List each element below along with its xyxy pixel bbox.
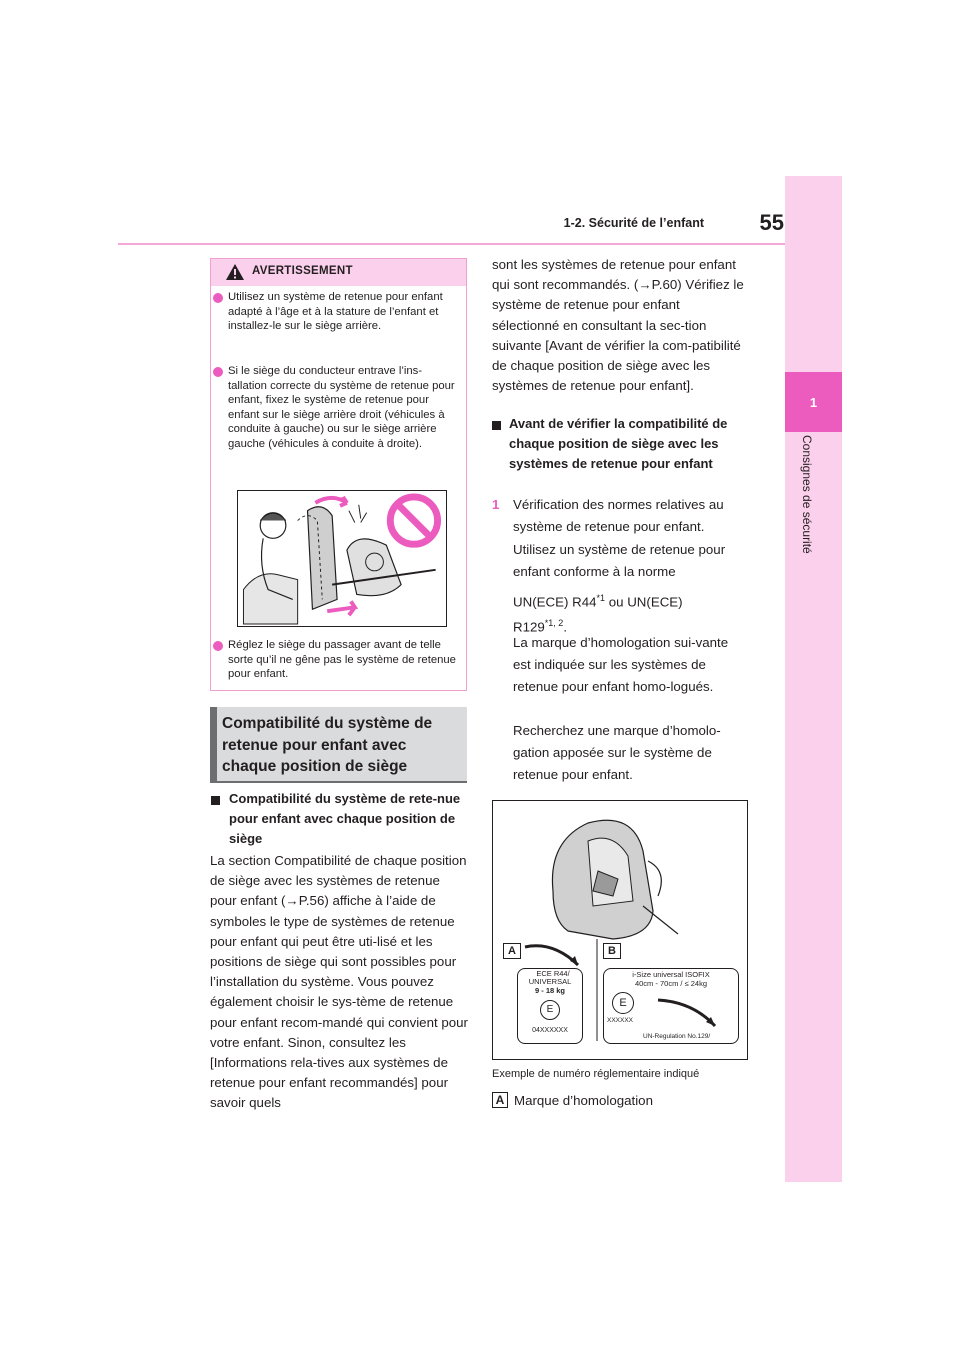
subsection1-body: La section Compatibilité de chaque position de siège avec les systèmes de retenue pour enfant (→P.56) affiche à l’aide de symboles le type de systèmes de retenue pour enfant qui peut être uti-lisé et les positions de siège qui sont possibles pour l’installation du système. Vous pouvez également choisir le sys-tème de retenue pour enfant recom-mandé qui convient pour votre enfant. Sinon, consultez les [Informations rela-tives aux systèmes de retenue pour enfant recommandés] pour savoir quels [210,853,468,1111]
legend-a-letter: A [495,1093,505,1107]
section-heading-rule [210,781,467,783]
subsection1-heading: Compatibilité du système de rete-nue pour enfant avec chaque position de siège [229,791,461,846]
section-title: 1-2. Sécurité de l’enfant [563,216,704,230]
step-text-standards-1: UN(ECE) R44$^{*1}$ ou UN(ECE) [513,593,683,610]
mark-b-number: XXXXXX [607,1017,634,1024]
warning-triangle-icon [225,263,245,281]
subsection2-heading: Avant de vérifier la compatibilité de chaque position de siège avec les systèmes de retenue pour enfant [509,416,728,471]
arrow-a-icon [523,941,583,971]
mark-a-text-3: 9 - 18 kg [534,986,565,995]
step-text-look-for-mark: Recherchez une marque d’homolo-gation apposée sur le système de retenue pour enfant. [513,723,721,783]
warning-item-2: Si le siège du conducteur entrave l’ins-tallation correcte du système de retenue pour enfant, fixez le système de retenue pour enfant sur le siège arrière droit (véhicules à conduite à gauche) ou sur le siège arrière gauche (véhicules à conduite à droite). [228,365,455,450]
side-tab-label: Consignes de sécurité [800,435,814,554]
mark-b-regulation: UN-Regulation No.129/ [643,1033,711,1040]
approval-mark-figure [492,800,748,1060]
mark-a-text-1: ECE R44/ [536,969,570,978]
square-bullet-1 [211,796,220,805]
subsection1-body-continued: sont les systèmes de retenue pour enfant qui sont recommandés. (→P.60) Vérifiez le système de retenue pour enfant sélectionné en consultant la sec-tion suivante [Avant de vérifier la com-patibilité de chaque position de siège avec les systèmes de retenue pour enfant]. [492,257,744,394]
warning-bullet-1 [213,293,223,303]
mark-b-text-1: i-Size universal ISOFIX [632,970,710,979]
side-tab-label-wrap [800,435,828,595]
step-text-1: Utilisez un système de retenue pour enfant conforme à la norme [513,542,726,580]
chapter-number: 1 [809,395,818,410]
mark-a-text-2: UNIVERSAL [528,977,572,986]
warning-bullet-2 [213,367,223,377]
warning-item-3: Réglez le siège du passager avant de telle sorte qu’il ne gêne pas le système de retenue pour enfant. [228,639,456,681]
step-title: Vérification des normes relatives au système de retenue pour enfant. [513,497,724,535]
square-bullet-2 [492,421,501,430]
side-tab-strip [785,176,842,1182]
warning-bullet-3 [213,641,223,651]
mark-a-number: 04XXXXXX [532,1027,568,1034]
label-a: A [503,943,521,959]
step-number: 1 [492,497,500,512]
mark-b-text-2: 40cm - 70cm / ≤ 24kg [634,979,708,988]
seat-interference-illustration [237,490,447,627]
page-number: 55 [759,210,784,235]
step-text-approval-mark: La marque d’homologation sui-vante est indiquée sur les systèmes de retenue pour enfant homo-logués. [513,635,729,695]
warning-title: AVERTISSEMENT [252,265,353,277]
warning-item-1: Utilisez un système de retenue pour enfant adapté à l’âge et à la stature de l’enfant et installez-le sur le siège arrière. [228,291,443,333]
arrow-b-icon [653,996,723,1032]
header-rule [118,243,786,245]
figure-caption: Exemple de numéro réglementaire indiqué [492,1068,700,1080]
label-b: B [603,943,621,959]
step-text-standards-2: R129$^{*1, 2}$. [513,618,568,635]
legend-a-text: Marque d’homologation [514,1093,653,1108]
mark-a-e-circle: E [540,1000,560,1020]
mark-b-e-circle: E [612,992,634,1014]
section-heading-bar [210,707,217,781]
section-heading: Compatibilité du système de retenue pour enfant avec chaque position de siège [222,715,433,775]
